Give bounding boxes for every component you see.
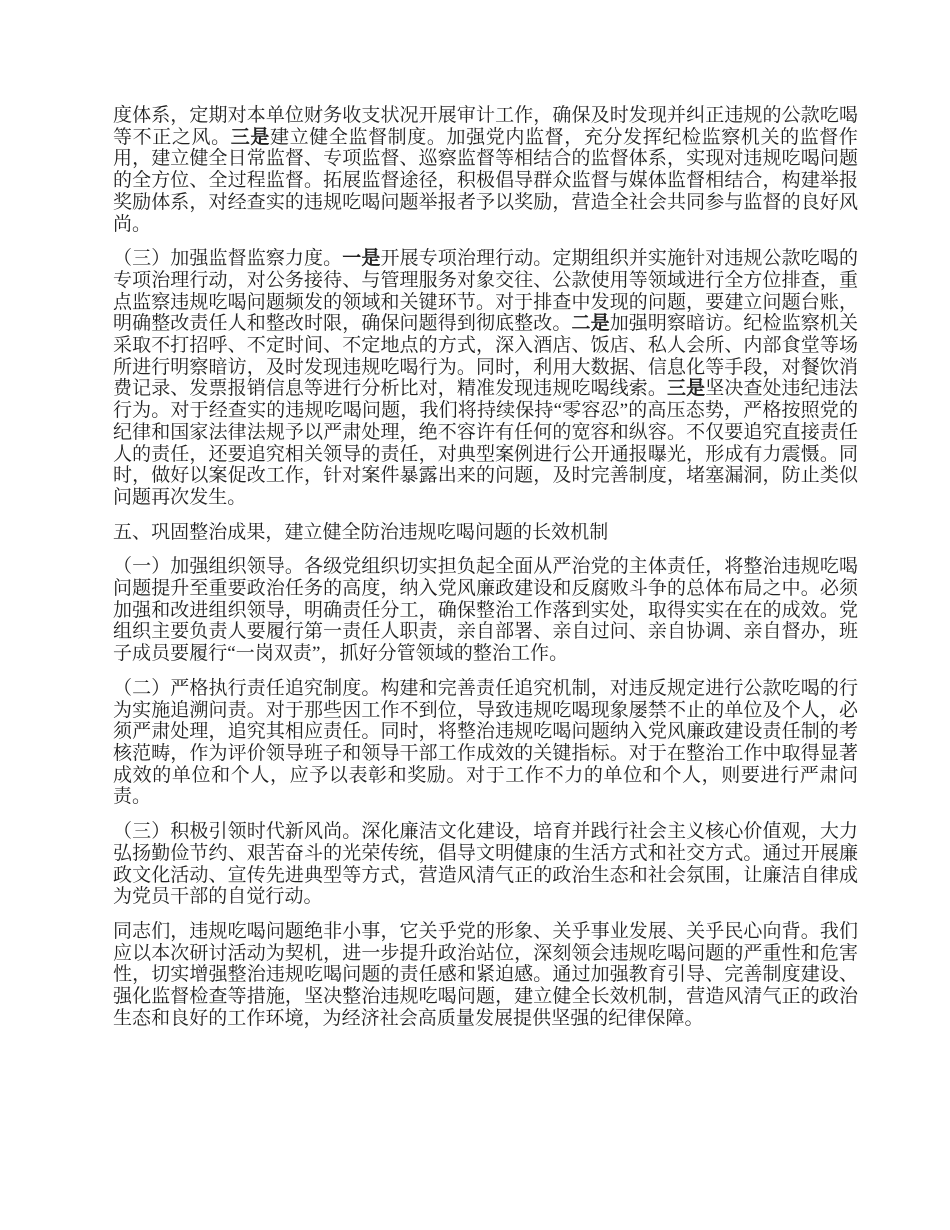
paragraph-accountability-system (113, 678, 858, 808)
paragraph-strengthen-supervision (113, 248, 858, 508)
paragraph-lead-new-trend (113, 821, 858, 908)
text-run: 度体系，定期对本单位财务收支状况开展审计工作，确保及时发现并纠正违规的公款吃喝等不正之风。 (113, 105, 858, 148)
text-run: 建立健全监督制度。加强党内监督，充分发挥纪检监察机关的监督作用，建立健全日常监督、专项监督、巡察监督等相结合的监督体系，实现对违规吃喝问题的全方位、全过程监督。拓展监督途径，积极倡导群众监督与媒体监督相结合，构建举报奖励体系，对经查实的违规吃喝问题举报者予以奖励，营造全社会共同参与监督的良好风尚。 (113, 126, 858, 235)
text-run-bold: 一是 (342, 248, 381, 270)
text-run: （二）严格执行责任追究制度。构建和完善责任追究机制，对违反规定进行公款吃喝的行为实施追溯问责。对于那些因工作不到位，导致违规吃喝现象屡禁不止的单位及个人，必须严肃处理，追究其相应责任。同时，将整治违规吃喝问题纳入党风廉政建设责任制的考核范畴，作为评价领导班子和领导干部工作成效的关键指标。对于在整治工作中取得显著成效的单位和个人，应予以表彰和奖励。对于工作不力的单位和个人，则要进行严肃问责。 (113, 677, 858, 808)
text-run: （三）加强监督监察力度。 (113, 248, 343, 270)
text-run: （一）加强组织领导。各级党组织切实担负起全面从严治党的主体责任，将整治违规吃喝问题提升至重要政治任务的高度，纳入党风廉政建设和反腐败斗争的总体布局之中。必须加强和改进组织领导，明确责任分工，确保整治工作落到实处，取得实实在在的成效。党组织主要负责人要履行第一责任人职责，亲自部署、亲自过问、亲自协调、亲自督办，班子成员要履行“一岗双责”，抓好分管领域的整治工作。 (113, 556, 858, 665)
text-run: 加强明察暗访。纪检监察机关采取不打招呼、不定时间、不定地点的方式，深入酒店、饭店、私人会所、内部食堂等场所进行明察暗访，及时发现违规吃喝行为。同时，利用大数据、信息化等手段，对餐饮消费记录、发票报销信息等进行分析比对，精准发现违规吃喝线索。 (113, 313, 858, 400)
paragraph-strengthen-leadership (113, 556, 858, 665)
text-run-bold: 二是 (571, 313, 610, 335)
text-run: 五、巩固整治成果，建立健全防治违规吃喝问题的长效机制 (113, 521, 609, 543)
heading-section-five (113, 522, 858, 544)
text-run-bold: 三是 (230, 126, 270, 148)
text-run: （三）积极引领时代新风尚。深化廉洁文化建设，培育并践行社会主义核心价值观，大力弘扬勤俭节约、艰苦奋斗的光荣传统，倡导文明健康的生活方式和社交方式。通过开展廉政文化活动、宣传先进典型等方式，营造风清气正的政治生态和社会氛围，让廉洁自律成为党员干部的自觉行动。 (113, 821, 858, 908)
document-body (113, 105, 858, 1029)
paragraph-supervision-system-continuation (113, 105, 858, 235)
text-run: 坚决查处违纪违法行为。对于经查实的违规吃喝问题，我们将持续保持“零容忍”的高压态势，严格按照党的纪律和国家法律法规予以严肃处理，绝不容许有任何的宽容和纵容。不仅要追究直接责任人的责任，还要追究相关领导的责任，对典型案例进行公开通报曝光，形成有力震慑。同时，做好以案促改工作，针对案件暴露出来的问题，及时完善制度，堵塞漏洞，防止类似问题再次发生。 (113, 378, 859, 508)
paragraph-closing-comrades (113, 921, 858, 1030)
text-run: 开展专项治理行动。定期组织并实施针对违规公款吃喝的专项治理行动，对公务接待、与管理服务对象交往、公款使用等领域进行全方位排查，重点监察违规吃喝问题频发的领域和关键环节。对于排查中发现的问题，要建立问题台账，明确整改责任人和整改时限，确保问题得到彻底整改。 (113, 248, 858, 335)
text-run: 同志们，违规吃喝问题绝非小事，它关乎党的形象、关乎事业发展、关乎民心向背。我们应以本次研讨活动为契机，进一步提升政治站位，深刻领会违规吃喝问题的严重性和危害性，切实增强整治违规吃喝问题的责任感和紧迫感。通过加强教育引导、完善制度建设、强化监督检查等措施，坚决整治违规吃喝问题，建立健全长效机制，营造风清气正的政治生态和良好的工作环境，为经济社会高质量发展提供坚强的纪律保障。 (113, 920, 858, 1029)
text-run-bold: 三是 (667, 378, 706, 400)
